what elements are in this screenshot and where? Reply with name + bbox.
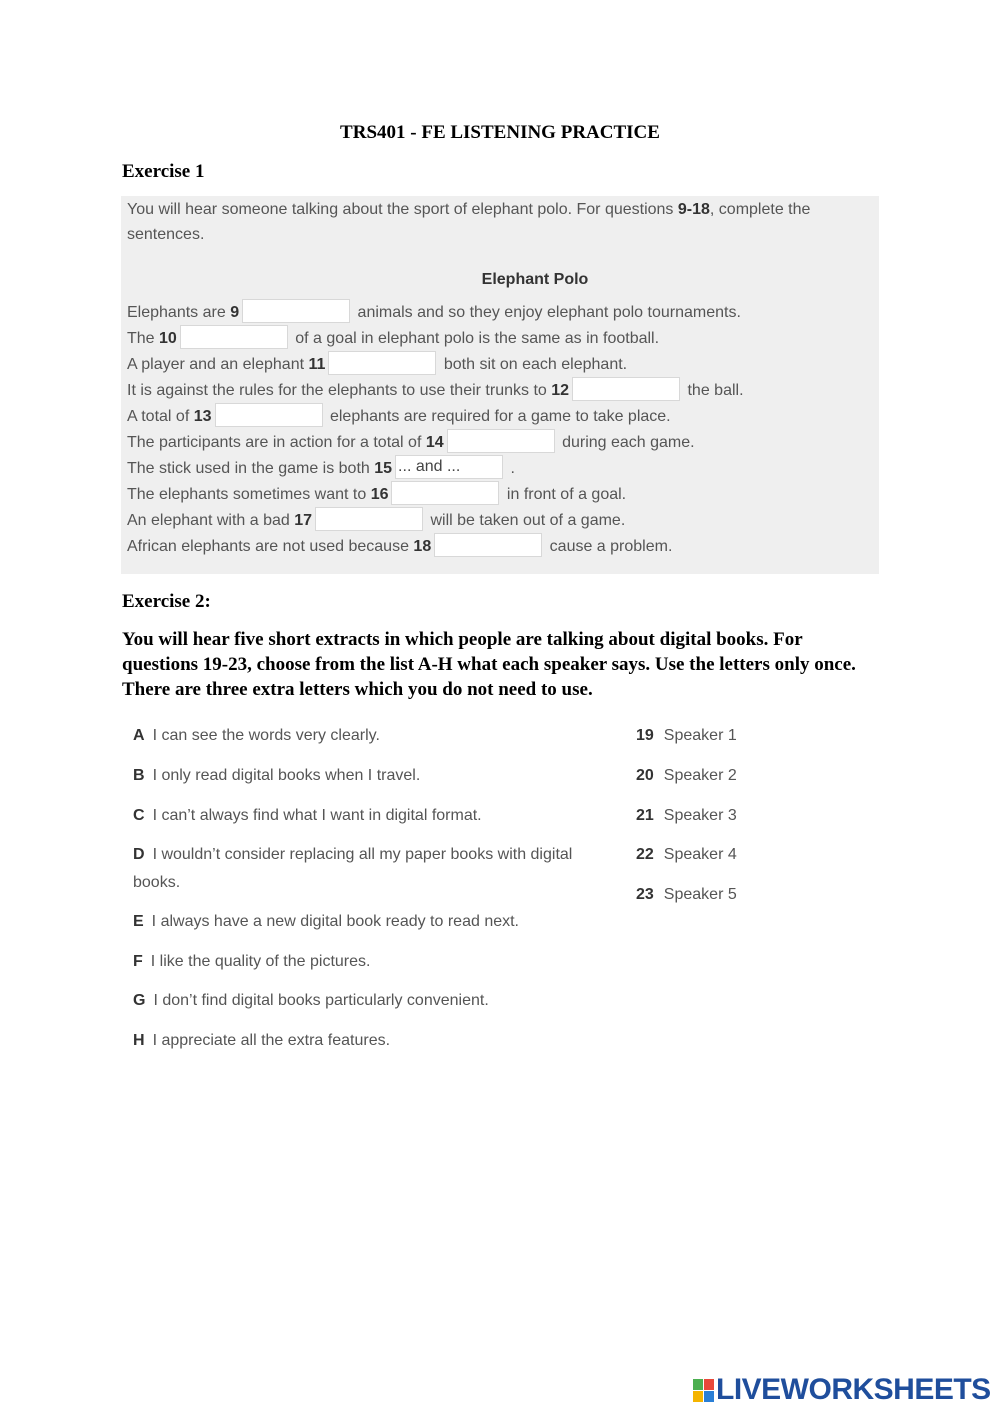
question-text: The elephants sometimes want to bbox=[127, 486, 371, 503]
speaker-label: Speaker 1 bbox=[663, 727, 737, 744]
option-item bbox=[133, 987, 573, 1015]
speaker-item bbox=[636, 722, 737, 750]
option-letter: B bbox=[133, 767, 145, 784]
answer-gap-10[interactable] bbox=[180, 325, 288, 349]
speaker-number: 22 bbox=[636, 846, 654, 863]
option-text: I can see the words very clearly. bbox=[152, 727, 380, 744]
intro-range: 9-18 bbox=[677, 201, 710, 218]
answer-gap-11[interactable] bbox=[328, 351, 436, 375]
question-line bbox=[127, 404, 671, 430]
question-text: in front of a goal. bbox=[502, 486, 627, 503]
answer-gap-15[interactable]: ... and ... bbox=[395, 455, 503, 479]
answer-gap-16[interactable] bbox=[391, 481, 499, 505]
speaker-label: Speaker 5 bbox=[663, 886, 737, 903]
speaker-number: 20 bbox=[636, 767, 654, 784]
question-text: An elephant with a bad bbox=[127, 512, 295, 529]
speaker-item bbox=[636, 762, 737, 790]
option-text: I wouldn’t consider replacing all my paper books with digital books. bbox=[133, 846, 573, 891]
option-item bbox=[133, 908, 573, 936]
question-number: 13 bbox=[193, 408, 212, 425]
option-letter: F bbox=[133, 953, 143, 970]
question-number: 9 bbox=[230, 304, 240, 321]
question-line bbox=[127, 300, 741, 326]
question-number: 18 bbox=[413, 538, 432, 555]
option-item bbox=[133, 1027, 573, 1055]
page-title: TRS401 - FE LISTENING PRACTICE bbox=[340, 122, 660, 143]
question-number: 15 bbox=[374, 460, 393, 477]
question-text: the ball. bbox=[683, 382, 744, 399]
speaker-label: Speaker 2 bbox=[663, 767, 737, 784]
question-number: 17 bbox=[294, 512, 313, 529]
speaker-item bbox=[636, 881, 737, 909]
speaker-number: 19 bbox=[636, 727, 654, 744]
option-letter: H bbox=[133, 1032, 145, 1049]
question-number: 11 bbox=[308, 356, 326, 373]
option-text: I appreciate all the extra features. bbox=[152, 1032, 391, 1049]
exercise-2-instructions: You will hear five short extracts in which people are talking about digital books. For questions 19-23, choose from the list A-H what each speaker says. Use the letters only once. There are three extra letters which you do not need to use. bbox=[122, 629, 856, 700]
question-text: African elephants are not used because bbox=[127, 538, 414, 555]
question-line bbox=[127, 326, 659, 352]
question-line bbox=[127, 430, 695, 456]
option-text: I always have a new digital book ready to read next. bbox=[151, 913, 519, 930]
question-text: The participants are in action for a total of bbox=[127, 434, 426, 451]
option-letter: A bbox=[133, 727, 145, 744]
option-text: I don’t find digital books particularly convenient. bbox=[153, 992, 489, 1009]
question-line bbox=[127, 534, 672, 560]
option-text: I like the quality of the pictures. bbox=[150, 953, 371, 970]
exercise-1-panel bbox=[121, 196, 879, 574]
exercise-1-subtitle: Elephant Polo bbox=[481, 271, 589, 288]
question-line bbox=[127, 508, 625, 534]
answer-gap-9[interactable] bbox=[242, 299, 350, 323]
question-number: 16 bbox=[370, 486, 389, 503]
liveworksheets-brand bbox=[693, 1373, 991, 1406]
question-text: . bbox=[506, 460, 515, 477]
question-text: The stick used in the game is both bbox=[127, 460, 375, 477]
option-text: I only read digital books when I travel. bbox=[152, 767, 421, 784]
option-letter: G bbox=[133, 992, 146, 1009]
option-item bbox=[133, 841, 573, 897]
question-line bbox=[127, 456, 515, 482]
speaker-label: Speaker 4 bbox=[663, 846, 737, 863]
option-item bbox=[133, 762, 573, 790]
question-text: both sit on each elephant. bbox=[439, 356, 628, 373]
answer-gap-12[interactable] bbox=[572, 377, 680, 401]
question-text: elephants are required for a game to take place. bbox=[325, 408, 671, 425]
intro-text: You will hear someone talking about the sport of elephant polo. For questions bbox=[127, 201, 678, 218]
answer-gap-13[interactable] bbox=[215, 403, 323, 427]
speaker-item bbox=[636, 841, 737, 869]
question-text: animals and so they enjoy elephant polo tournaments. bbox=[353, 304, 741, 321]
question-line bbox=[127, 378, 744, 404]
liveworksheets-logo-icon bbox=[693, 1379, 713, 1401]
option-text: I can’t always find what I want in digital format. bbox=[152, 807, 482, 824]
question-line bbox=[127, 482, 626, 508]
question-text: It is against the rules for the elephants to use their trunks to bbox=[127, 382, 552, 399]
option-item bbox=[133, 948, 573, 976]
option-letter: C bbox=[133, 807, 145, 824]
option-item bbox=[133, 722, 573, 750]
question-line bbox=[127, 352, 627, 378]
question-number: 12 bbox=[551, 382, 570, 399]
question-text: cause a problem. bbox=[545, 538, 673, 555]
question-number: 10 bbox=[159, 330, 177, 347]
speaker-item bbox=[636, 802, 737, 830]
answer-gap-17[interactable] bbox=[315, 507, 423, 531]
answer-gap-18[interactable] bbox=[434, 533, 542, 557]
exercise-1-heading: Exercise 1 bbox=[122, 161, 205, 182]
question-text: The bbox=[127, 330, 160, 347]
speaker-label: Speaker 3 bbox=[663, 807, 737, 824]
question-text: Elephants are bbox=[127, 304, 231, 321]
question-text: A player and an elephant bbox=[127, 356, 309, 373]
speaker-number: 21 bbox=[636, 807, 654, 824]
speaker-number: 23 bbox=[636, 886, 654, 903]
intro-text-end: , complete the sentences. bbox=[127, 201, 811, 243]
question-text: A total of bbox=[127, 408, 194, 425]
exercise-1-intro bbox=[127, 197, 872, 247]
answer-gap-14[interactable] bbox=[447, 429, 555, 453]
question-text: of a goal in elephant polo is the same as in football. bbox=[290, 330, 660, 347]
brand-text: LIVEWORKSHEETS bbox=[716, 1373, 991, 1406]
question-text: will be taken out of a game. bbox=[426, 512, 626, 529]
question-text: during each game. bbox=[557, 434, 695, 451]
option-letter: D bbox=[133, 846, 145, 863]
question-number: 14 bbox=[425, 434, 444, 451]
option-letter: E bbox=[133, 913, 144, 930]
option-item bbox=[133, 802, 573, 830]
exercise-2-heading: Exercise 2: bbox=[122, 591, 211, 612]
